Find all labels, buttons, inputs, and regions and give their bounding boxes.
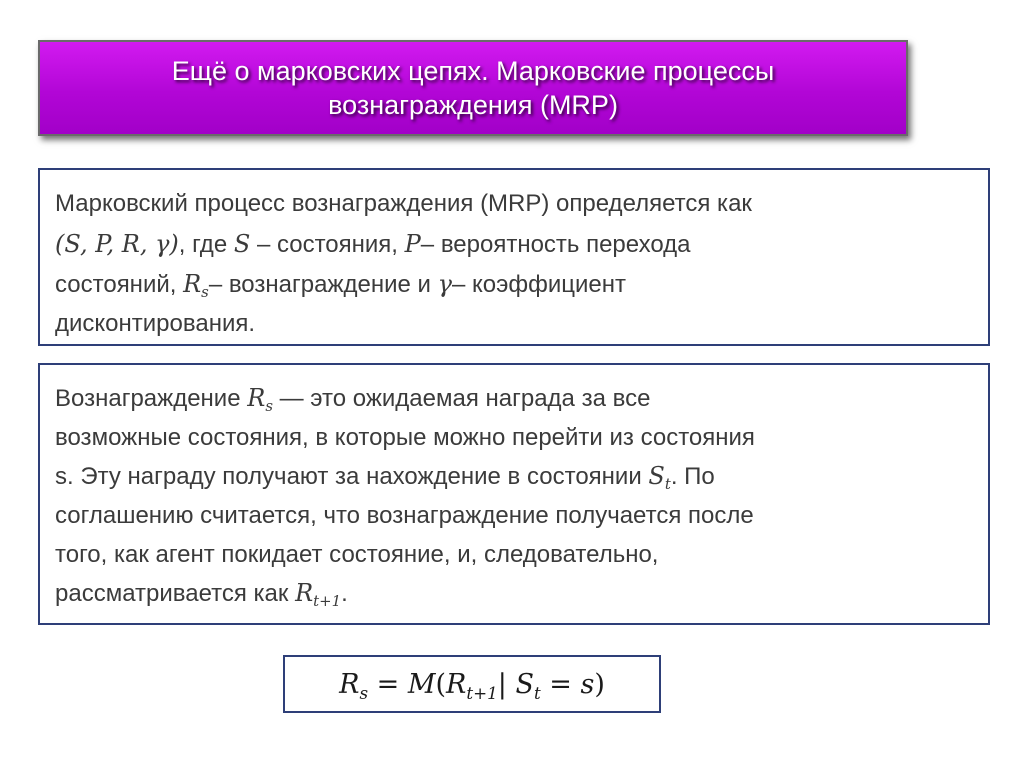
- definition-text: дисконтирования.: [55, 310, 256, 337]
- reward-line-4: [55, 496, 988, 535]
- reward-text: возможные состояния, в которые можно перейти из состояния: [55, 424, 755, 451]
- definition-text: – вероятность перехода: [420, 231, 691, 258]
- formula-subscript-s: s: [359, 682, 369, 703]
- definition-line-4: [55, 304, 988, 344]
- reward-line-6: [55, 574, 988, 613]
- reward-text: . По: [670, 463, 715, 490]
- definition-line-3: [55, 264, 988, 304]
- subscript-t: t: [664, 475, 671, 494]
- symbol-s-t: [648, 462, 671, 494]
- mrp-definition-box: [38, 168, 990, 346]
- symbol-r: R: [183, 270, 202, 298]
- definition-text: – состояния,: [250, 231, 405, 258]
- formula-s-t: [515, 668, 541, 703]
- symbol-r-t-plus-1: [295, 579, 342, 611]
- formula-expectation-m: M: [407, 668, 436, 700]
- slide-title-banner: [38, 40, 908, 136]
- reward-line-2: [55, 418, 988, 457]
- formula-open-paren: (: [435, 668, 447, 700]
- formula-subscript-t: t: [533, 682, 541, 703]
- slide-title-line-1: Ещё о марковских цепях. Марковские процессы: [171, 56, 775, 86]
- subscript-t-plus-1: t+1: [313, 592, 342, 611]
- reward-line-1: [55, 379, 988, 418]
- symbol-s: S: [233, 230, 251, 258]
- reward-text: того, как агент покидает состояние, и, следовательно,: [55, 541, 659, 568]
- formula-lhs: [339, 668, 369, 703]
- subscript-s: s: [201, 283, 209, 302]
- definition-line-1: [55, 184, 988, 224]
- definition-text: состояний,: [55, 271, 184, 298]
- reward-description-box: [38, 363, 990, 625]
- formula-equals: =: [368, 668, 408, 700]
- mrp-tuple: (S, P, R, γ): [55, 230, 179, 258]
- symbol-s: S: [648, 462, 665, 490]
- formula-subscript-t-plus-1: t+1: [466, 682, 498, 703]
- reward-text: s. Эту награду получают за нахождение в состоянии: [55, 463, 649, 490]
- formula-equals: =: [540, 668, 581, 700]
- formula-close-paren: ): [594, 668, 605, 700]
- definition-text: – вознаграждение и: [208, 271, 438, 298]
- symbol-gamma: γ: [437, 270, 452, 298]
- reward-line-3: [55, 457, 988, 496]
- formula-r: R: [446, 668, 467, 700]
- definition-line-2: [55, 224, 988, 264]
- reward-text: соглашению считается, что вознаграждение получается после: [55, 502, 754, 529]
- reward-text: рассматривается как: [55, 580, 296, 607]
- symbol-r: R: [295, 579, 314, 607]
- reward-text: Вознаграждение: [55, 385, 248, 412]
- formula-conditional-bar: |: [497, 668, 516, 700]
- reward-formula: [283, 655, 661, 713]
- reward-text: .: [341, 580, 348, 607]
- definition-text: Марковский процесс вознаграждения (MRP) определяется как: [55, 190, 752, 217]
- definition-text: , где: [178, 231, 234, 258]
- formula-state-s: s: [580, 668, 595, 700]
- definition-text: – коэффициент: [451, 271, 626, 298]
- formula-s: S: [515, 668, 534, 700]
- reward-text: — это ожидаемая награда за все: [272, 385, 651, 412]
- symbol-p: P: [404, 230, 421, 258]
- symbol-r-s: [247, 384, 273, 416]
- symbol-r-s: [183, 270, 209, 302]
- symbol-r: R: [247, 384, 266, 412]
- reward-line-5: [55, 535, 988, 574]
- subscript-s: s: [265, 397, 273, 416]
- slide-title-line-2: вознаграждения (MRP): [328, 90, 618, 120]
- formula-r: R: [339, 668, 360, 700]
- formula-r-t-plus-1: [446, 668, 498, 703]
